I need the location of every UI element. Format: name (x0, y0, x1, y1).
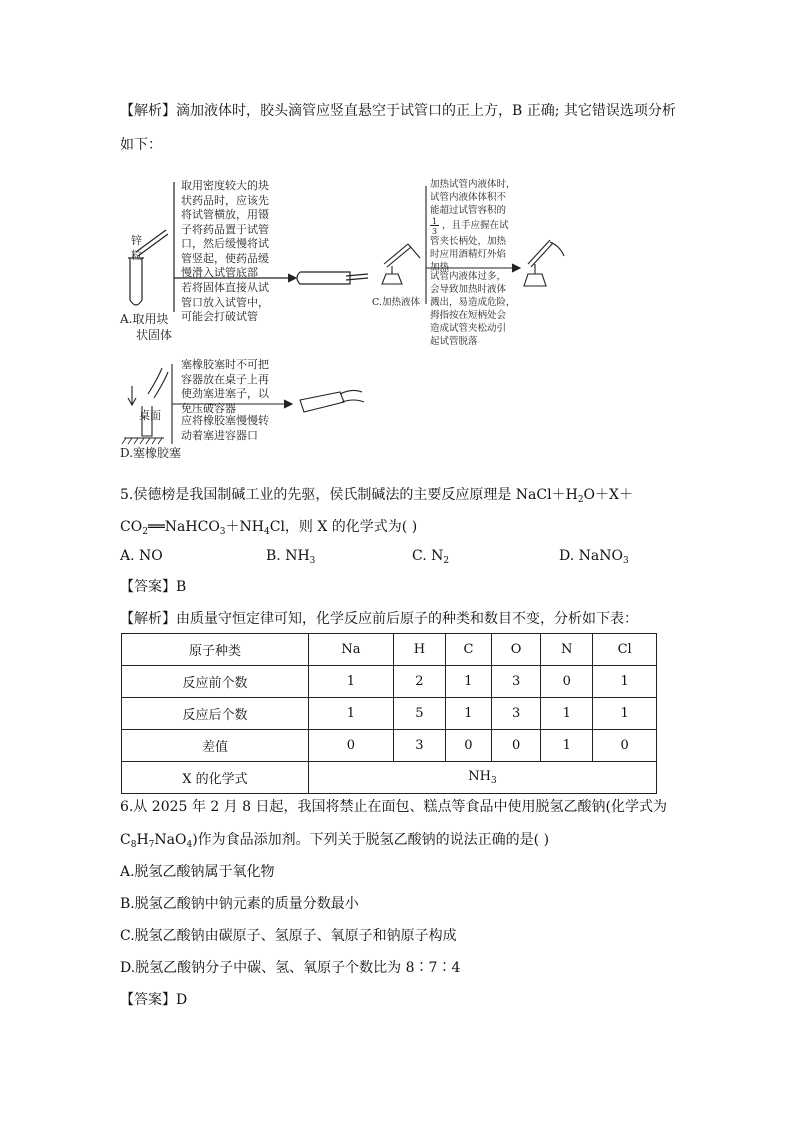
table-cell: 3 (393, 730, 445, 762)
table-cell: 原子种类 (122, 634, 309, 666)
analysis-paragraph (120, 101, 676, 121)
table-cell: X 的化学式 (122, 762, 309, 794)
table-cell: 2 (393, 666, 445, 698)
analysis-text: 滴加液体时，胶头滴管应竖直悬空于试管口的正上方，B 正确; 其它错误选项分析 (176, 103, 676, 119)
table-cell: Na (309, 634, 394, 666)
q5-option-a: A. NO (120, 548, 163, 564)
figure-a-caption: A.取用块 状固体 (120, 312, 173, 342)
figure-d-text: 塞橡胶塞时不可把 容器放在桌子上再 使劲塞进塞子，以 免压破容器 (181, 358, 269, 415)
table-cell: 0 (309, 730, 394, 762)
atom-count-table (121, 633, 657, 794)
q6-option-c: C.脱氢乙酸钠由碳原子、氢原子、氧原子和钠原子构成 (120, 928, 457, 944)
table-cell: 1 (445, 666, 491, 698)
table-cell: 1 (541, 730, 593, 762)
figure-c-warning: 试管内液体过多， 会导致加热时液体 溅出，易造成危险， 拇指按在短柄处会 造成试管夹松动引 起试管脱落 (430, 271, 516, 347)
table-cell: 5 (393, 698, 445, 730)
table-cell: 差值 (122, 730, 309, 762)
table-cell: 0 (492, 730, 541, 762)
table-cell: 3 (492, 666, 541, 698)
q6-stem-line2: $C_8H_7NaO_4$)作为食品添加剂。下列关于脱氢乙酸钠的说法正确的是( ) (120, 832, 550, 850)
table-cell: C (445, 634, 491, 666)
table-row (122, 666, 657, 698)
figure-d-caption: D.塞橡胶塞 (120, 446, 182, 460)
fraction-line: 1 3 ，且手应握在试 (432, 217, 509, 236)
table-cell-formula: $NH_3$ (309, 762, 657, 794)
q5-option-c: C. $N_2$ (412, 548, 450, 566)
table-cell: 0 (445, 730, 491, 762)
figure-c-caption: C.加热液体 (372, 297, 420, 308)
q6-answer: 【答案】D (120, 992, 188, 1008)
q6-stem-line1: 6.从 2025 年 2 月 8 日起，我国将禁止在面包、糕点等食品中使用脱氢乙酸钠(化学式为 (120, 799, 667, 815)
table-header-row (122, 634, 657, 666)
table-cell: 0 (593, 730, 657, 762)
table-cell: 1 (309, 666, 394, 698)
q5-stem-line2: $CO_2══NaHCO_3+NH_4Cl$，则 X 的化学式为( ) (120, 519, 418, 537)
table-cell: 1 (309, 698, 394, 730)
table-row (122, 730, 657, 762)
q6-option-b: B.脱氢乙酸钠中钠元素的质量分数最小 (120, 896, 359, 912)
figure-a-warning: 若将固体直接从试 管口放入试管中， 可能会打破试管 (181, 281, 269, 323)
table-cell: 1 (593, 698, 657, 730)
q6-option-a: A.脱氢乙酸钠属于氧化物 (120, 864, 275, 880)
table-cell: H (393, 634, 445, 666)
table-cell: Cl (593, 634, 657, 666)
figure-d-text-2: 应将橡胶塞慢慢转 动着塞进容器口 (181, 414, 269, 442)
grain-label: 锌 粒 (131, 234, 142, 262)
table-row (122, 762, 657, 794)
table-cell: 反应前个数 (122, 666, 309, 698)
q6-option-d: D.脱氢乙酸钠分子中碳、氢、氧原子个数比为 8∶7∶4 (120, 960, 461, 976)
table-cell: 反应后个数 (122, 698, 309, 730)
table-cell: O (492, 634, 541, 666)
q5-stem-line1: 5.侯德榜是我国制碱工业的先驱，侯氏制碱法的主要反应原理是 $NaCl+H_2O+X+$ (120, 487, 633, 505)
q5-option-b: B. $NH_3$ (266, 548, 316, 566)
table-cell: 1 (541, 698, 593, 730)
table-cell: 3 (492, 698, 541, 730)
figure-c-text: 加热试管内液体时， 试管内液体体积不 能超过试管容积的 1 3 ，且手应握在试 管夹长柄处，加热 时应用酒精灯外焰 加热 (430, 179, 516, 273)
analysis-tag: 【解析】 (120, 103, 176, 119)
table-cell: 1 (445, 698, 491, 730)
q5-answer: 【答案】B (120, 579, 187, 595)
desk-label: 桌面 (139, 409, 161, 422)
figure-a-text: 取用密度较大的块 状药品时，应该先 将试管横放，用镊 子将药品置于试管 口，然后缓慢将试 管竖起，使药品缓 慢滑入试管底部 (181, 179, 269, 279)
q5-option-d: D. NaNO$_3$ (559, 548, 629, 566)
q5-analysis: 【解析】由质量守恒定律可知，化学反应前后原子的种类和数目不变，分析如下表： (120, 611, 638, 627)
table-cell: 1 (593, 666, 657, 698)
table-row (122, 698, 657, 730)
table-cell: N (541, 634, 593, 666)
table-cell: 0 (541, 666, 593, 698)
analysis-continuation: 如下： (120, 137, 162, 153)
